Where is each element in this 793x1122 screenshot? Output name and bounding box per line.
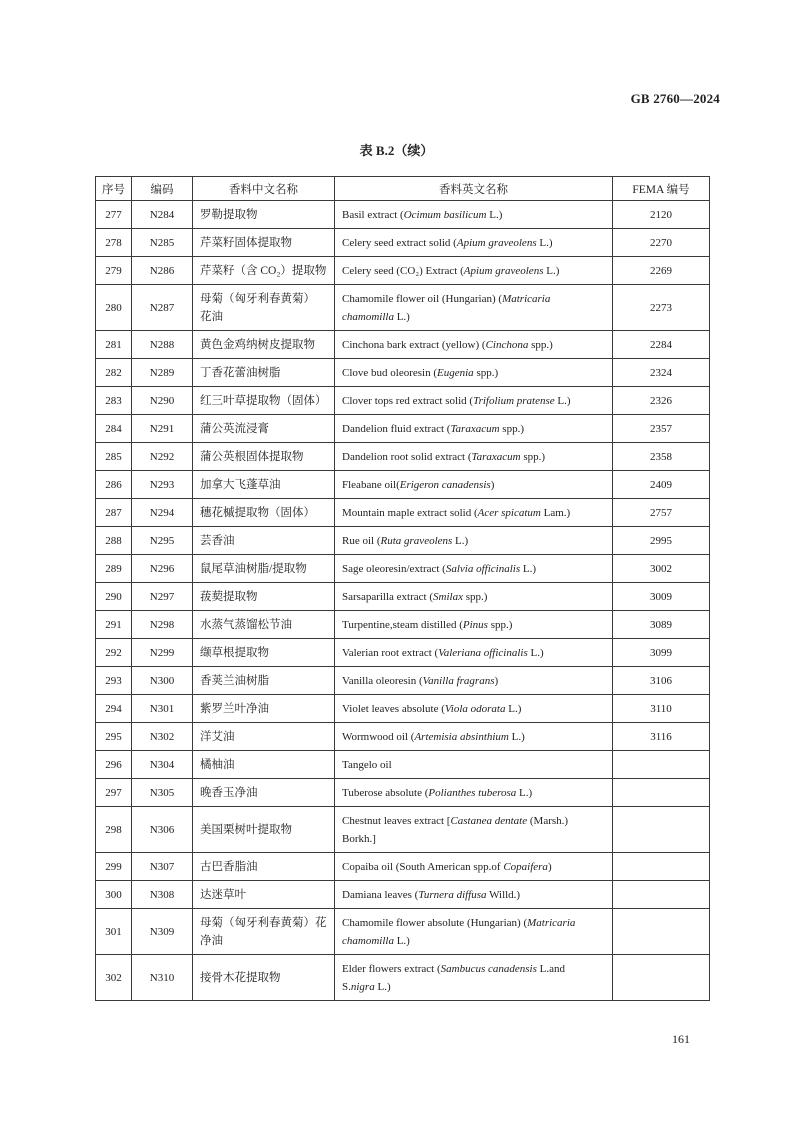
flavor-code: N301 — [132, 695, 193, 723]
chinese-name: 水蒸气蒸馏松节油 — [193, 611, 335, 639]
english-name-text: Chamomile flower oil (Hungarian) ( — [342, 292, 503, 305]
english-name-text: Mountain maple extract solid ( — [342, 506, 478, 519]
english-name-text: ) — [490, 478, 495, 491]
english-name-text: spp.) — [487, 618, 513, 631]
header-row — [96, 177, 710, 201]
row-serial-number: 281 — [96, 331, 132, 359]
column-header-chinese-name: 香料中文名称 — [193, 177, 335, 201]
fema-number: 2326 — [613, 387, 710, 415]
row-serial-number: 301 — [96, 909, 132, 955]
latin-name: Artemisia absinthium — [414, 730, 509, 743]
flavor-code: N286 — [132, 257, 193, 285]
fema-number: 2270 — [613, 229, 710, 257]
chinese-name: 蒲公英流浸膏 — [193, 415, 335, 443]
fema-number: 2120 — [613, 201, 710, 229]
chinese-name: 洋艾油 — [193, 723, 335, 751]
row-serial-number: 286 — [96, 471, 132, 499]
english-name-text: L.) — [393, 934, 410, 947]
flavor-code: N306 — [132, 807, 193, 853]
fema-number — [613, 853, 710, 881]
latin-name: Smilax — [433, 590, 463, 603]
english-name-text: spp.) — [473, 366, 499, 379]
english-name-text: L.) — [452, 534, 469, 547]
english-name — [335, 611, 613, 639]
row-serial-number: 293 — [96, 667, 132, 695]
latin-name: Pinus — [462, 618, 488, 631]
fema-number: 3099 — [613, 639, 710, 667]
row-serial-number: 296 — [96, 751, 132, 779]
table-body — [96, 201, 710, 1001]
english-name-text: Clove bud oleoresin ( — [342, 366, 438, 379]
chinese-name: 加拿大飞蓬草油 — [193, 471, 335, 499]
english-name-text: L.) — [536, 236, 553, 249]
flavor-code: N287 — [132, 285, 193, 331]
table-row — [96, 555, 710, 583]
english-name — [335, 583, 613, 611]
row-serial-number: 279 — [96, 257, 132, 285]
table-row — [96, 695, 710, 723]
flavor-code: N285 — [132, 229, 193, 257]
english-name — [335, 527, 613, 555]
row-serial-number: 292 — [96, 639, 132, 667]
chinese-name: 美国栗树叶提取物 — [193, 807, 335, 853]
fema-number: 3116 — [613, 723, 710, 751]
latin-name: Apium graveolens — [463, 264, 544, 277]
latin-name: Ruta graveolens — [380, 534, 453, 547]
english-name-text: Clover tops red extract solid ( — [342, 394, 474, 407]
fema-number: 3110 — [613, 695, 710, 723]
fema-number: 2324 — [613, 359, 710, 387]
english-name-text: Violet leaves absolute ( — [342, 702, 445, 715]
flavor-code: N305 — [132, 779, 193, 807]
table-title: 表 B.2（续） — [359, 143, 434, 158]
flavor-code: N307 — [132, 853, 193, 881]
english-name-text: L.) — [527, 646, 544, 659]
chinese-name: 蒲公英根固体提取物 — [193, 443, 335, 471]
latin-name: Acer spicatum — [477, 506, 541, 519]
chinese-name: 接骨木花提取物 — [193, 955, 335, 1001]
row-serial-number: 287 — [96, 499, 132, 527]
latin-name: Valeriana officinalis — [438, 646, 528, 659]
fema-number — [613, 909, 710, 955]
latin-name: Copaifera — [503, 860, 548, 873]
english-name — [335, 285, 613, 331]
english-name — [335, 853, 613, 881]
page-number: 161 — [672, 1032, 690, 1046]
fema-number: 3002 — [613, 555, 710, 583]
row-serial-number: 284 — [96, 415, 132, 443]
latin-name: Trifolium pratense — [473, 394, 555, 407]
english-name-text: L.) — [374, 980, 391, 993]
chinese-name: 红三叶草提取物（固体） — [193, 387, 335, 415]
english-name-text: spp.) — [520, 450, 546, 463]
english-name-text: L.) — [520, 562, 536, 575]
english-name — [335, 667, 613, 695]
chinese-name: 香荚兰油树脂 — [193, 667, 335, 695]
chinese-name: 菝葜提取物 — [193, 583, 335, 611]
flavor-code: N284 — [132, 201, 193, 229]
row-serial-number: 289 — [96, 555, 132, 583]
table-row — [96, 257, 710, 285]
english-name — [335, 807, 613, 853]
flavor-code: N290 — [132, 387, 193, 415]
table-row — [96, 285, 710, 331]
table-row — [96, 331, 710, 359]
english-name — [335, 499, 613, 527]
chinese-name: 古巴香脂油 — [193, 853, 335, 881]
fema-number: 2409 — [613, 471, 710, 499]
fema-number: 3009 — [613, 583, 710, 611]
column-header-english-name: 香料英文名称 — [335, 177, 613, 201]
flavor-code: N298 — [132, 611, 193, 639]
flavor-code: N295 — [132, 527, 193, 555]
english-name-text: spp.) — [499, 422, 524, 435]
table-row — [96, 387, 710, 415]
column-header-serial-number: 序号 — [96, 177, 132, 201]
table-row — [96, 909, 710, 955]
table-row — [96, 853, 710, 881]
row-serial-number: 290 — [96, 583, 132, 611]
flavor-code: N293 — [132, 471, 193, 499]
table-row — [96, 807, 710, 853]
row-serial-number: 277 — [96, 201, 132, 229]
english-name — [335, 471, 613, 499]
table-row — [96, 639, 710, 667]
flavor-code: N294 — [132, 499, 193, 527]
table-row — [96, 881, 710, 909]
english-name-text: Copaiba oil (South American spp.of — [342, 860, 504, 873]
row-serial-number: 295 — [96, 723, 132, 751]
english-name — [335, 331, 613, 359]
chinese-name: 穗花槭提取物（固体） — [193, 499, 335, 527]
latin-name: Matricaria chamomilla — [342, 916, 576, 947]
row-serial-number: 298 — [96, 807, 132, 853]
flavor-code: N288 — [132, 331, 193, 359]
english-name-text: Rue oil ( — [342, 534, 381, 547]
flavor-code: N300 — [132, 667, 193, 695]
english-name-text: Wormwood oil ( — [342, 730, 415, 743]
table-row — [96, 499, 710, 527]
table-row — [96, 611, 710, 639]
flavor-code: N304 — [132, 751, 193, 779]
row-serial-number: 283 — [96, 387, 132, 415]
flavor-code: N299 — [132, 639, 193, 667]
english-name-text: (Marsh.) Borkh.] — [342, 814, 569, 845]
table-row — [96, 471, 710, 499]
latin-name: nigra — [350, 980, 375, 993]
english-name — [335, 909, 613, 955]
english-name — [335, 443, 613, 471]
english-name-text: Celery seed extract solid ( — [342, 236, 457, 249]
fema-number — [613, 807, 710, 853]
row-serial-number: 291 — [96, 611, 132, 639]
chinese-name: 缬草根提取物 — [193, 639, 335, 667]
chinese-name: 母菊（匈牙利春黄菊）花 净油 — [193, 909, 335, 955]
english-name-text: ) — [547, 860, 552, 873]
chinese-name: 芹菜籽（含 CO₂）提取物 — [193, 257, 335, 285]
latin-name: Polianthes tuberosa — [428, 786, 517, 799]
chinese-name: 黄色金鸡纳树皮提取物 — [193, 331, 335, 359]
fema-number — [613, 751, 710, 779]
row-serial-number: 302 — [96, 955, 132, 1001]
english-name — [335, 229, 613, 257]
column-header-fema-number: FEMA 编号 — [613, 177, 710, 201]
latin-name: Apium graveolens — [456, 236, 537, 249]
table-row — [96, 955, 710, 1001]
english-name — [335, 359, 613, 387]
flavor-code: N289 — [132, 359, 193, 387]
flavor-code: N308 — [132, 881, 193, 909]
chinese-name: 紫罗兰叶净油 — [193, 695, 335, 723]
fema-number — [613, 881, 710, 909]
english-name-text: Damiana leaves ( — [342, 888, 419, 901]
english-name-text: Dandelion root solid extract ( — [342, 450, 472, 463]
row-serial-number: 282 — [96, 359, 132, 387]
fema-number — [613, 779, 710, 807]
table-row — [96, 229, 710, 257]
english-name-text: Fleabane oil( — [342, 478, 400, 491]
english-name-text: L.and S. — [342, 962, 566, 993]
table-row — [96, 583, 710, 611]
chinese-name: 鼠尾草油树脂/提取物 — [193, 555, 335, 583]
flavor-code: N292 — [132, 443, 193, 471]
latin-name: Sambucus canadensis — [440, 962, 537, 975]
english-name-text: Sage oleoresin/extract ( — [342, 562, 446, 575]
latin-name: Salvia officinalis — [445, 562, 521, 575]
latin-name: Viola odorata — [444, 702, 506, 715]
table-row — [96, 667, 710, 695]
row-serial-number: 280 — [96, 285, 132, 331]
table-row — [96, 415, 710, 443]
english-name-text: L.) — [486, 208, 503, 221]
table-row — [96, 527, 710, 555]
english-name-text: L.) — [543, 264, 560, 277]
english-name-text: Cinchona bark extract (yellow) ( — [342, 338, 486, 351]
english-name-text: spp.) — [462, 590, 488, 603]
english-name — [335, 955, 613, 1001]
table-row — [96, 751, 710, 779]
table-row — [96, 779, 710, 807]
flavor-code: N302 — [132, 723, 193, 751]
latin-name: Taraxacum — [450, 422, 500, 435]
fema-number — [613, 955, 710, 1001]
fema-number: 2273 — [613, 285, 710, 331]
english-name — [335, 881, 613, 909]
fema-number: 2358 — [613, 443, 710, 471]
standard-code: GB 2760—2024 — [630, 91, 720, 106]
english-name — [335, 415, 613, 443]
fema-number: 2357 — [613, 415, 710, 443]
chinese-name: 橘柚油 — [193, 751, 335, 779]
english-name-text: Valerian root extract ( — [342, 646, 439, 659]
english-name-text: Dandelion fluid extract ( — [342, 422, 451, 435]
flavor-code: N310 — [132, 955, 193, 1001]
chinese-name: 母菊（匈牙利春黄菊） 花油 — [193, 285, 335, 331]
english-name-text: L.) — [393, 310, 410, 323]
english-name-text: L.) — [505, 702, 522, 715]
flavor-code: N297 — [132, 583, 193, 611]
english-name-text: Lam.) — [540, 506, 571, 519]
latin-name: Cinchona — [485, 338, 529, 351]
english-name-text: spp.) — [528, 338, 553, 351]
latin-name: Ocimum basilicum — [403, 208, 487, 221]
chinese-name: 芹菜籽固体提取物 — [193, 229, 335, 257]
table-row — [96, 201, 710, 229]
latin-name: Erigeron canadensis — [399, 478, 491, 491]
flavor-table — [95, 176, 710, 1001]
table-row — [96, 443, 710, 471]
english-name-text: Sarsaparilla extract ( — [342, 590, 434, 603]
english-name — [335, 695, 613, 723]
english-name-text: Willd.) — [486, 888, 521, 901]
latin-name: Vanilla fragrans — [422, 674, 495, 687]
english-name — [335, 639, 613, 667]
english-name-text: L.) — [516, 786, 533, 799]
chinese-name: 达迷草叶 — [193, 881, 335, 909]
row-serial-number: 288 — [96, 527, 132, 555]
english-name-text: L.) — [508, 730, 525, 743]
english-name-text: Tangelo oil — [342, 758, 392, 771]
row-serial-number: 300 — [96, 881, 132, 909]
chinese-name: 芸香油 — [193, 527, 335, 555]
fema-number: 3089 — [613, 611, 710, 639]
column-header-code: 编码 — [132, 177, 193, 201]
row-serial-number: 297 — [96, 779, 132, 807]
flavor-code: N296 — [132, 555, 193, 583]
fema-number: 2757 — [613, 499, 710, 527]
english-name-text: L.) — [554, 394, 571, 407]
english-name — [335, 201, 613, 229]
english-name — [335, 723, 613, 751]
latin-name: Taraxacum — [471, 450, 521, 463]
english-name-text: Celery seed (CO₂) Extract ( — [342, 264, 464, 277]
table-header — [96, 177, 710, 201]
english-name — [335, 751, 613, 779]
fema-number: 3106 — [613, 667, 710, 695]
row-serial-number: 278 — [96, 229, 132, 257]
english-name-text: ) — [494, 674, 499, 687]
english-name-text: Basil extract ( — [342, 208, 404, 221]
english-name — [335, 779, 613, 807]
english-name — [335, 555, 613, 583]
flavor-code: N291 — [132, 415, 193, 443]
english-name — [335, 257, 613, 285]
english-name-text: Turpentine,steam distilled ( — [342, 618, 463, 631]
table-row — [96, 359, 710, 387]
latin-name: Matricaria chamomilla — [342, 292, 551, 323]
english-name-text: Vanilla oleoresin ( — [342, 674, 423, 687]
fema-number: 2269 — [613, 257, 710, 285]
row-serial-number: 285 — [96, 443, 132, 471]
chinese-name: 丁香花蕾油树脂 — [193, 359, 335, 387]
english-name-text: Tuberose absolute ( — [342, 786, 429, 799]
latin-name: Eugenia — [437, 366, 474, 379]
english-name-text: Chamomile flower absolute (Hungarian) ( — [342, 916, 528, 929]
chinese-name: 晚香玉净油 — [193, 779, 335, 807]
flavor-code: N309 — [132, 909, 193, 955]
row-serial-number: 299 — [96, 853, 132, 881]
english-name — [335, 387, 613, 415]
fema-number: 2995 — [613, 527, 710, 555]
chinese-name: 罗勒提取物 — [193, 201, 335, 229]
english-name-text: Elder flowers extract ( — [342, 962, 441, 975]
latin-name: Castanea dentate — [450, 814, 528, 827]
table-row — [96, 723, 710, 751]
row-serial-number: 294 — [96, 695, 132, 723]
fema-number: 2284 — [613, 331, 710, 359]
latin-name: Turnera diffusa — [418, 888, 487, 901]
english-name-text: Chestnut leaves extract [ — [342, 814, 451, 827]
